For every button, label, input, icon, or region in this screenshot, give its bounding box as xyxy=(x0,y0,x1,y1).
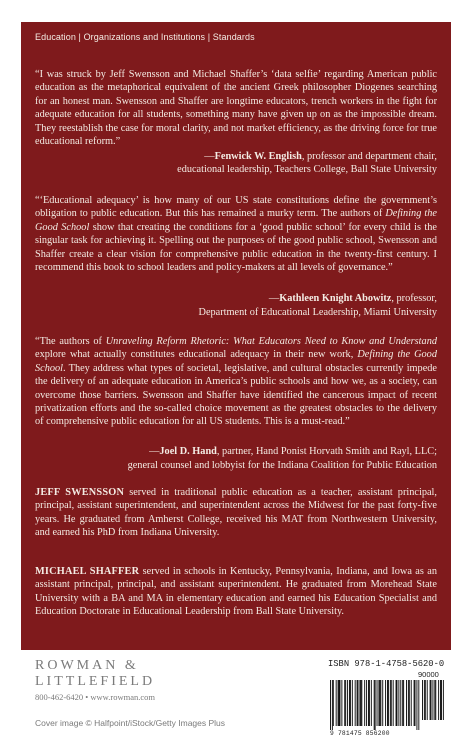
author-bio-2 xyxy=(35,565,437,619)
book-title: Defining the Good School xyxy=(35,349,437,374)
barcode-bars-icon xyxy=(326,668,448,730)
endorser-name: Fenwick W. English xyxy=(214,151,302,162)
book-title: Unraveling Reform Rhetoric: What Educators Need to Know and Understand xyxy=(105,336,437,347)
cover-image-credit: Cover image © Halfpoint/iStock/Getty Images Plus xyxy=(35,718,226,728)
blurb-affiliation-1: educational leadership, Teachers College, Ball State University xyxy=(177,164,437,175)
blurb-affiliation-3: general counsel and lobbyist for the Indiana Coalition for Public Education xyxy=(127,460,437,471)
isbn-number: ISBN 978-1-4758-5620-0 xyxy=(328,659,445,669)
back-cover-panel xyxy=(21,22,451,650)
publisher-logo xyxy=(35,658,155,702)
price-code: 90000 xyxy=(418,670,439,679)
quote-text: “‘Educational adequacy’ is how many of our US state constitutions define the government’s obligation to public education. But this has remained a murky term. The authors of xyxy=(35,195,437,220)
blurb-attribution-2: —Kathleen Knight Abowitz, professor, xyxy=(268,293,437,304)
endorser-name: Joel D. Hand xyxy=(159,446,217,457)
blurb-attribution-1: —Fenwick W. English, professor and department chair, xyxy=(204,151,437,162)
book-title: Defining the Good School xyxy=(35,208,437,233)
publisher-name-line-1: ROWMAN & xyxy=(35,658,139,673)
barcode-digits: 9 781475 856200 xyxy=(330,730,390,737)
quote-text: explore what actually constitutes educational adequacy in their new work, xyxy=(35,349,358,361)
quote-text: show that creating the conditions for a ‘good public school’ for every child is the singular task for achieving it. Spelling out the purposes of the good public school, Swensson and Shaffer create a clear vision for comprehensive public education in the twenty-first century. I recommend this book to school leaders and policy-makers at all levels of governance.” xyxy=(35,221,437,274)
bio-text: served in traditional public education as a teacher, assistant principal, principal, assistant superintendent, and superintendent across the Midwest for the past forty-five years. He graduated from Amherst College, received his MAT from Northwestern University, and earned his PhD from Indiana University. xyxy=(35,487,437,539)
endorser-title: , partner, Hand Ponist Horvath Smith and Rayl, LLC; xyxy=(216,446,437,457)
isbn-barcode xyxy=(326,656,448,740)
blurb-quote-2 xyxy=(35,194,437,274)
blurb-quote-3 xyxy=(35,335,437,429)
quote-text: “The authors of xyxy=(35,336,106,347)
endorser-title: , professor and department chair, xyxy=(301,151,437,162)
author-bio-1 xyxy=(35,486,437,540)
quote-text: . They address what types of societal, legislative, and cultural obstacles currently impede the delivery of an adequate education in America’s public schools and how we, as a society, can overcome those barriers. Swensson and Shaffer have identified the cancerous impact of recent privatization efforts and the so-called choice movement as the greatest obstacles to the delivery of comprehensive public education for all US students. This is a must-read.” xyxy=(35,362,437,428)
endorser-title: , professor, xyxy=(391,293,437,304)
publisher-contact: 800-462-6420 • www.rowman.com xyxy=(35,692,155,702)
bio-text: served in schools in Kentucky, Pennsylvania, Indiana, and Iowa as an assistant principal, principal, and assistant superintendent. He graduated from Morehead State University with a BA and MA in elementary education and earned his Education Specialist and Education Doctorate in Educational Leadership from Ball State University. xyxy=(35,566,438,618)
blurb-quote-1: “I was struck by Jeff Swensson and Michael Shaffer’s ‘data selfie’ regarding American public education as the metaphorical equivalent of the ancient Greek philosopher Diogenes searching for an honest man. Swensson and Shaffer are longtime educators, trench workers in the fight for adequate education for all students, something many have given up on as the impossible dream. They reestablish the case for moral clarity, and not market efficiency, as the driving force for true educational reform.” xyxy=(35,69,437,148)
author-name: MICHAEL SHAFFER xyxy=(35,566,140,577)
category-line: Education | Organizations and Institutions | Standards xyxy=(35,32,255,42)
endorser-name: Kathleen Knight Abowitz xyxy=(279,293,392,304)
publisher-name-line-2: LITTLEFIELD xyxy=(35,674,156,689)
blurb-affiliation-2: Department of Educational Leadership, Miami University xyxy=(198,307,437,318)
author-name: JEFF SWENSSON xyxy=(35,487,125,498)
blurb-attribution-3: —Joel D. Hand, partner, Hand Ponist Horvath Smith and Rayl, LLC; xyxy=(149,446,437,457)
